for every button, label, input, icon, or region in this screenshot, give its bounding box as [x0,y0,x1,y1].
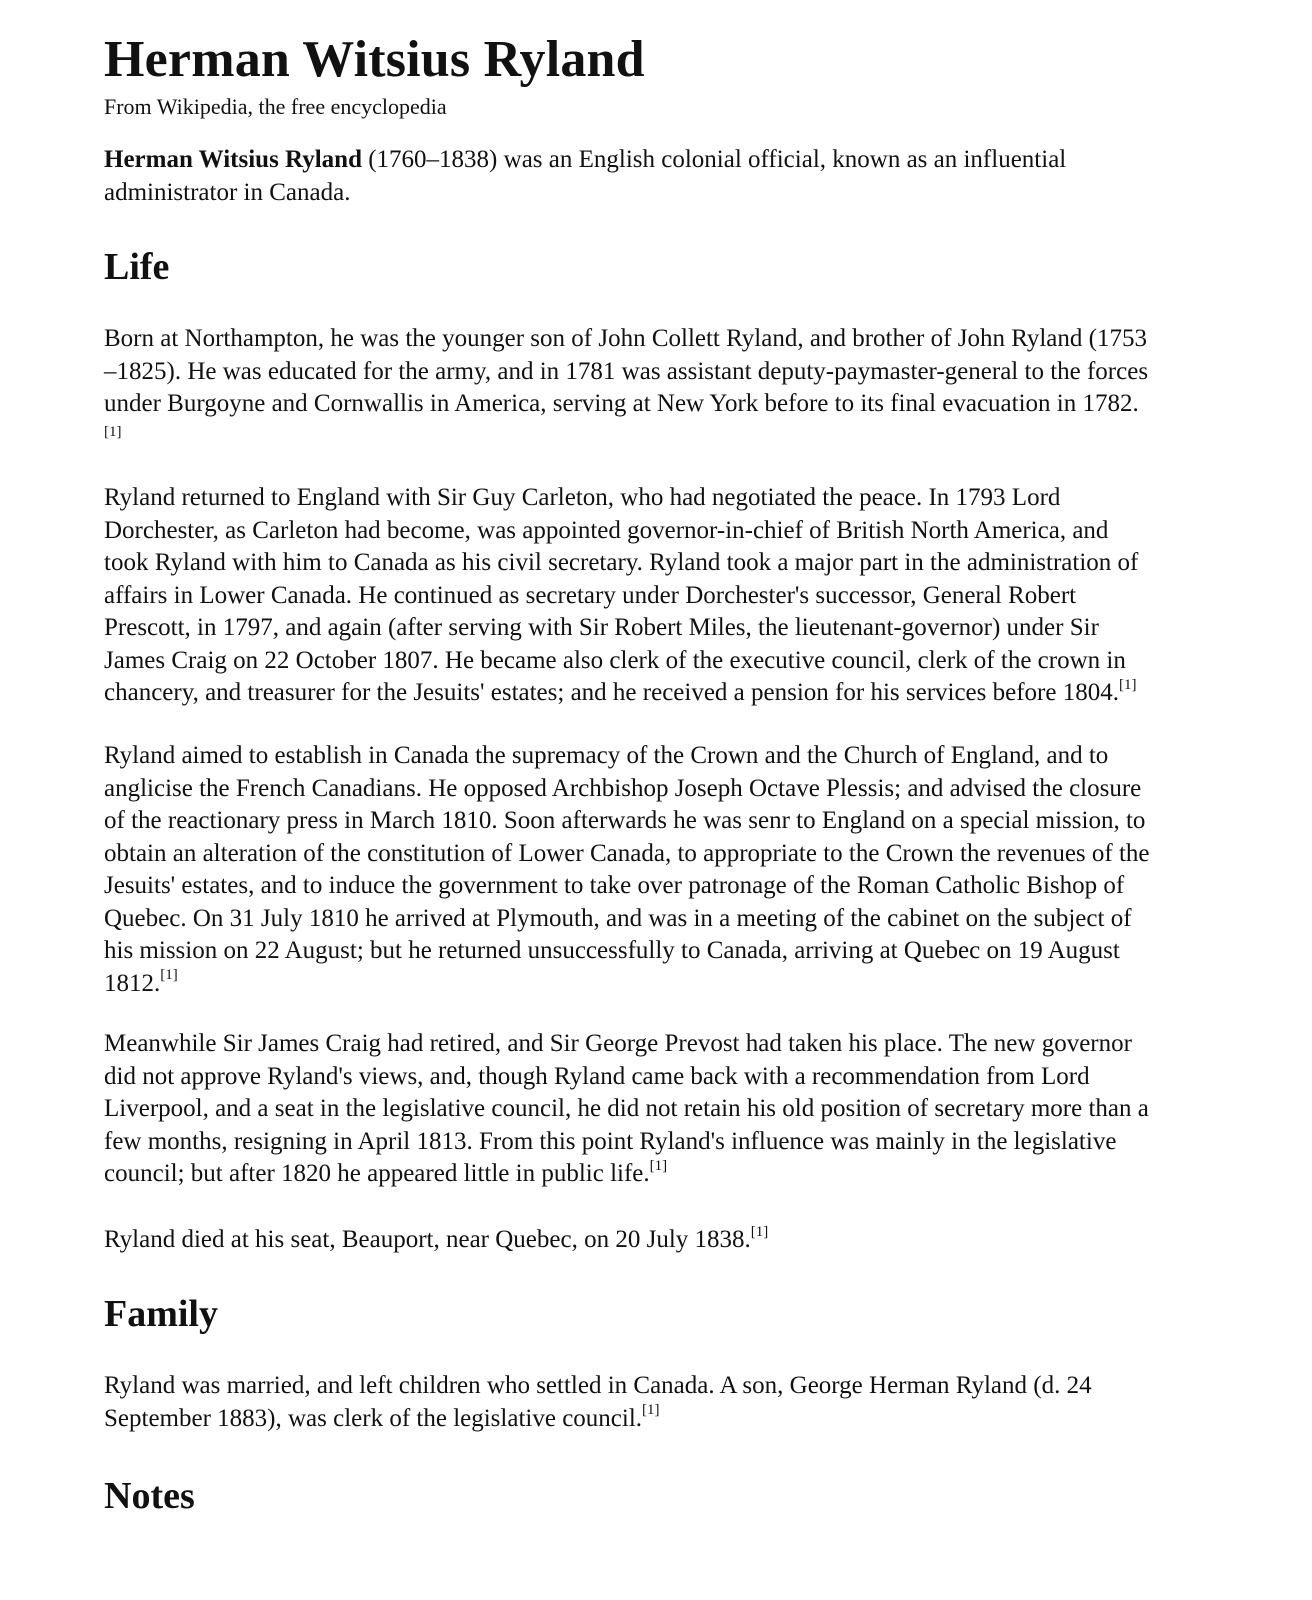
life-paragraph-3 [104,740,1264,1000]
text-line: 1812. [104,969,161,997]
text-line: took Ryland with him to Canada as his civil secretary. Ryland took a major part in the administration of [104,549,1139,576]
page-subtitle: From Wikipedia, the free encyclopedia [104,94,447,119]
text-line: Ryland was married, and left children who settled in Canada. A son, George Herman Ryland (d. 24 [104,1372,1092,1399]
text-line: James Craig on 22 October 1807. He became also clerk of the executive council, clerk of the crown in [104,646,1126,674]
citation-link[interactable]: [1] [642,1402,660,1419]
text-line: Liverpool, and a seat in the legislative council, he did not retain his old position of secretary more than a [104,1095,1149,1122]
text-line: Dorchester, as Carleton had become, was appointed governor-in-chief of British North America, and [104,516,1109,544]
page-title: Herman Witsius Ryland [104,31,645,88]
section-heading-life: Life [104,246,170,288]
text-line: chancery, and treasurer for the Jesuits' estates; and he received a pension for his services before 1804. [104,679,1119,706]
life-paragraph-4 [104,1028,1264,1191]
text-line: Born at Northampton, he was the younger son of John Collett Ryland, and brother of John Ryland (1753 [104,325,1147,352]
text-line: Ryland aimed to establish in Canada the supremacy of the Crown and the Church of England, and to [104,742,1109,769]
family-paragraph-1 [104,1370,1264,1435]
life-paragraph-2 [104,482,1264,710]
section-heading-notes: Notes [104,1475,195,1517]
citation-link[interactable]: [1] [104,423,122,440]
text-line: council; but after 1820 he appeared little in public life. [104,1160,650,1187]
text-line: anglicise the French Canadians. He opposed Archbishop Joseph Octave Plessis; and advised the closure [104,774,1142,802]
lead-paragraph [104,144,1264,209]
text-line: Ryland returned to England with Sir Guy Carleton, who had negotiated the peace. In 1793 Lord [104,484,1061,511]
text-line: affairs in Lower Canada. He continued as secretary under Dorchester's successor, General Robert [104,581,1077,609]
text-line: obtain an alteration of the constitution of Lower Canada, to appropriate to the Crown the revenues of the [104,839,1150,867]
lead-bold-name: Herman Witsius Ryland [104,146,362,173]
text-line: Prescott, in 1797, and again (after serving with Sir Robert Miles, the lieutenant-governor) under Sir [104,614,1099,641]
text-line: Quebec. On 31 July 1810 he arrived at Plymouth, and was in a meeting of the cabinet on the subject of [104,904,1132,932]
text-line: did not approve Ryland's views, and, though Ryland came back with a recommendation from Lord [104,1062,1090,1090]
life-paragraph-1 [104,323,1264,443]
life-paragraph-5 [104,1224,1264,1257]
lead-text-line: (1760–1838) was an English colonial official, known as an influential [361,146,1067,173]
text-line: few months, resigning in April 1813. From this point Ryland's influence was mainly in the legislative [104,1127,1117,1155]
text-line: of the reactionary press in March 1810. Soon afterwards he was senr to England on a special mission, to [104,807,1146,834]
text-line: under Burgoyne and Cornwallis in America, serving at New York before to its final evacuation in 1782. [104,390,1139,417]
text-line: Meanwhile Sir James Craig had retired, and Sir George Prevost had taken his place. The new governor [104,1030,1132,1057]
citation-link[interactable]: [1] [649,1157,668,1174]
text-line: –1825). He was educated for the army, and in 1781 was assistant deputy-paymaster-general to the forces [104,357,1149,385]
citation-link[interactable]: [1] [1118,676,1137,693]
citation-link[interactable]: [1] [750,1223,769,1240]
text-line: September 1883), was clerk of the legislative council. [104,1404,643,1432]
lead-text-line: administrator in Canada. [104,178,351,206]
text-line: his mission on 22 August; but he returned unsuccessfully to Canada, arriving at Quebec on 19 August [104,937,1120,964]
text-line: Ryland died at his seat, Beauport, near Quebec, on 20 July 1838. [104,1226,751,1253]
citation-link[interactable]: [1] [160,967,178,984]
section-heading-family: Family [104,1293,218,1335]
text-line: Jesuits' estates, and to induce the government to take over patronage of the Roman Catholic Bishop of [104,872,1125,899]
